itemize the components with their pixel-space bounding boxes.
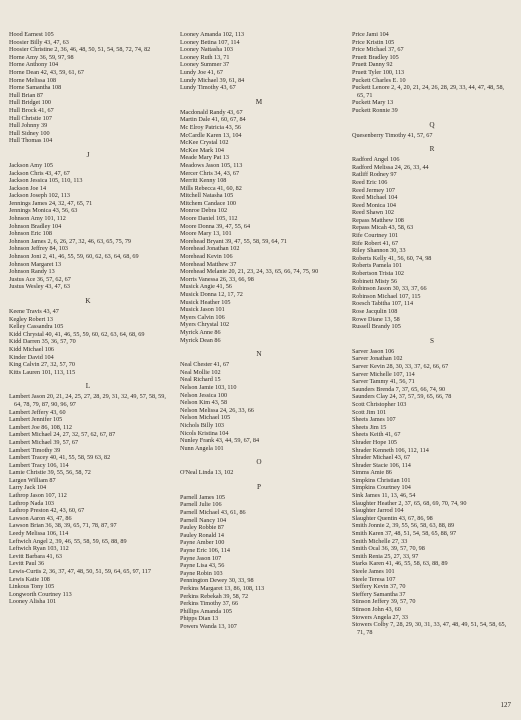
index-entry: Reed Eric 106: [352, 178, 388, 186]
index-entry: Lambert Timothy 39: [9, 446, 61, 454]
index-entry: Kidd Michael 106: [9, 345, 55, 353]
index-entry: Justus Ace 36, 57, 62, 67: [9, 275, 71, 283]
index-entry: Johnson Eric 108: [9, 230, 52, 238]
index-entry: Myrick Dean 86: [180, 336, 221, 344]
index-entry: Mitchem Candace 100: [180, 199, 237, 207]
index-entry: Price Jami 104: [352, 31, 389, 38]
index-entry: Myers Calvin 106: [180, 313, 225, 321]
index-entry: Price Michael 37, 67: [352, 46, 404, 54]
index-entry: Slaughter Heather 2, 37, 65, 68, 69, 70, 74, 90: [352, 499, 467, 507]
index-entry: Rose Jacqulin 108: [352, 308, 398, 315]
index-entry: Sarver Kevin 28, 30, 33, 37, 62, 66, 67: [352, 362, 449, 370]
section-letter-heading: O: [256, 458, 262, 467]
index-entry: Parnell Nancy 104: [180, 516, 227, 524]
index-entry: Lathrop Nada 103: [9, 499, 55, 507]
index-entry: Shrader Michael 43, 67: [352, 454, 411, 462]
section-letter-heading: L: [85, 382, 91, 391]
index-entry: Steffery Kevin 37, 70: [352, 583, 406, 591]
index-entry: Macdonald Randy 43, 67: [180, 108, 243, 116]
section-letter-heading: J: [86, 150, 90, 159]
index-entry: Reed Shawn 102: [352, 209, 394, 217]
section-letter-heading: S: [430, 336, 434, 345]
index-entry: Johnson Jeffrey 84, 103: [9, 245, 69, 253]
index-entry: Looney Amanda 102, 113: [180, 31, 245, 38]
index-entry: Perkins Rebekah 39, 58, 72: [180, 592, 249, 600]
index-entry: Price Kristin 105: [352, 38, 395, 46]
section-letter-heading: R: [429, 145, 435, 154]
index-entry: Payne Amber 100: [180, 539, 225, 547]
index-entry: Radford Melissa 24, 26, 33, 44: [352, 163, 429, 171]
index-entry: Kinder David 104: [9, 353, 54, 361]
index-entry: Hull Christie 107: [9, 114, 52, 122]
index-entry: Riley Shannon 30, 33: [352, 247, 406, 255]
index-entry: Horne Amy 36, 59, 97, 98: [9, 53, 74, 61]
index-entry: Mercer Chris 34, 43, 67: [180, 169, 240, 177]
index-entry: Musick Angie 41, 56: [180, 283, 232, 291]
index-entry: Jennings James 24, 32, 47, 65, 71: [9, 199, 93, 207]
index-entry: Jackson Chris 43, 47, 67: [9, 169, 70, 177]
index-entry: Hull Sidney 100: [9, 129, 50, 137]
index-entry: Perkins Margaret 13, 86, 108, 113: [180, 585, 265, 592]
index-entry: Neal Richard 15: [180, 376, 221, 384]
index-column-2: [180, 31, 338, 631]
index-entry: Phipps Dian 13: [180, 615, 219, 623]
index-entry: Moore Donna 39, 47, 55, 64: [180, 222, 251, 230]
index-entry: Merritt Kenny 108: [180, 177, 227, 185]
index-entry: Neal Mollie 102: [180, 368, 221, 376]
index-entry: Lambert Michael 39, 57, 67: [9, 438, 79, 446]
index-entry: Phillips Amanda 105: [180, 607, 232, 615]
index-entry: Keene Travis 43, 47: [9, 308, 59, 315]
index-entry: Lathrop Jason 107, 112: [9, 492, 67, 500]
index-entry: Steele James 101: [352, 568, 395, 575]
index-entry: Steele Teresa 107: [352, 575, 396, 583]
section-letter-heading: P: [257, 482, 261, 491]
index-entry: Sarver Jonathan 102: [352, 355, 403, 363]
index-entry: Looney Nattasha 103: [180, 46, 233, 54]
index-entry: Puckett Lenore 2, 4, 20, 21, 24, 26, 28, 29, 33, 44, 47, 48, 58, 65, 71: [352, 84, 505, 99]
index-entry: O'Neal Linda 13, 102: [180, 469, 234, 477]
index-entry: Sarver Michelle 107, 114: [352, 370, 415, 378]
index-entry: Morehead Jonathan 102: [180, 245, 240, 253]
index-entry: Moore Mary 13, 101: [180, 230, 232, 238]
index-entry: Sheets Keith 41, 67: [352, 431, 401, 439]
index-entry: Lambert Jason 20, 21, 24, 25, 27, 28, 29, 31, 32, 49, 57, 58, 59, 64, 78, 79, 87, 90, 96, 97: [9, 393, 166, 408]
index-entry: Lathrop Preston 42, 43, 60, 67: [9, 507, 85, 515]
index-entry: Horne Dean 42, 43, 59, 61, 67: [9, 68, 84, 76]
index-entry: Slaughter Quentin 43, 67, 86, 98: [352, 514, 433, 522]
index-entry: Nelson Michael 105: [180, 414, 231, 422]
index-entry: Scott Christopher 103: [352, 400, 407, 408]
index-entry: Reed Jermey 107: [352, 186, 395, 194]
index-entry: McCardle Karen 13, 104: [180, 131, 242, 139]
index-entry: Lambert Tracey 40, 41, 55, 58, 59 63, 82: [9, 454, 111, 462]
index-entry: Rife Courtney 101: [352, 232, 399, 240]
index-entry: Payne Jason 107: [180, 554, 222, 562]
index-entry: Repass Matthew 108: [352, 216, 404, 224]
index-entry: Johnson James 2, 6, 26, 27, 32, 46, 63, 65, 75, 79: [9, 237, 132, 245]
index-entry: Simpkins Christian 101: [352, 476, 411, 484]
index-entry: Mills Rebecca 41, 60, 82: [180, 184, 242, 192]
index-entry: Rife Robert 41, 67: [352, 239, 399, 247]
index-entry: Hull Bridget 100: [9, 99, 51, 107]
index-entry: Morehead Bryant 39, 47, 55, 58, 59, 64, 71: [180, 237, 287, 245]
index-entry: Sarver Tammy 41, 56, 71: [352, 378, 415, 386]
index-entry: Morehead Kevin 106: [180, 253, 233, 261]
index-entry: Jennings Monica 43, 56, 63: [9, 207, 78, 215]
index-entry: Johnson Randy 13: [9, 268, 55, 276]
index-entry: Pruett Danny 92: [352, 61, 393, 69]
index-entry: Martin Dale 41, 60, 67, 84: [180, 116, 246, 124]
index-entry: Lundy Joe 41, 67: [180, 68, 223, 76]
index-entry: Starks Karen 41, 46, 55, 58, 63, 88, 89: [352, 560, 448, 568]
index-entry: Shrader Kenneth 106, 112, 114: [352, 446, 429, 454]
index-entry: Saunders Brenda 7, 37, 65, 66, 74, 90: [352, 385, 446, 393]
index-entry: Stinson Jeffery 39, 57, 70: [352, 598, 416, 606]
index-column-3: [352, 31, 512, 636]
index-entry: Lewis-Curtis 2, 36, 37, 47, 48, 50, 51, 59, 64, 65, 97, 117: [9, 568, 151, 575]
index-entry: Lambert Michael 24, 27, 32, 57, 62, 67, 87: [9, 431, 116, 439]
index-entry: Hull Brian 87: [9, 91, 44, 99]
index-entry: Levitt Barbara 41, 63: [9, 552, 62, 560]
index-entry: Leftwich Ryan 103, 112: [9, 545, 69, 553]
index-entry: Larry Jack 104: [9, 484, 47, 492]
index-entry: Moore Daniel 105, 112: [180, 215, 238, 223]
index-entry: McKee Mark 104: [180, 146, 224, 154]
index-entry: Puckett Ronnie 39: [352, 106, 398, 114]
index-entry: Monroe Debra 102: [180, 207, 228, 215]
index-entry: Hull Brock 41, 67: [9, 106, 54, 114]
index-entry: Longworth Courtney 113: [9, 590, 72, 598]
index-entry: Lawson Aaron 43, 47, 86: [9, 514, 72, 522]
index-entry: Stinson John 43, 60: [352, 605, 401, 613]
index-entry: Horne Anthony 104: [9, 61, 59, 69]
index-entry: Lawson Brian 36, 38, 39, 65, 71, 78, 87, 97: [9, 522, 117, 530]
index-entry: Looney Alisha 101: [9, 598, 57, 606]
index-entry: Smith Michelle 27, 33: [352, 537, 408, 545]
index-entry: Puckett Mary 13: [352, 99, 394, 107]
index-entry: Meade Mary Pat 13: [180, 154, 229, 162]
index-entry: Pauley Ronald 14: [180, 531, 224, 539]
index-entry: Looney Betina 107, 114: [180, 38, 240, 46]
index-entry: Payne Lisa 43, 56: [180, 562, 225, 570]
index-entry: Sink James 11, 13, 46, 54: [352, 492, 416, 500]
index-entry: Johnson Joni 2, 41, 46, 55, 59, 60, 62, 63, 64, 68, 69: [9, 253, 139, 261]
index-entry: Smith Karen 37, 48, 51, 54, 58, 65, 88, 97: [352, 530, 457, 538]
index-entry: Saunders Clay 24, 37, 57, 59, 65, 66, 78: [352, 393, 452, 401]
index-entry: Scott Jim 101: [352, 408, 387, 416]
index-column-1: [9, 31, 167, 606]
index-entry: Jackson Joe 14: [9, 184, 47, 192]
index-entry: Hull Johnny 39: [9, 122, 48, 130]
index-entry: Johnson Amy 101, 112: [9, 215, 66, 223]
index-entry: Jackson Amy 105: [9, 161, 53, 169]
index-entry: Kidd Chrystal 40, 41, 46, 55, 59, 60, 62, 63, 64, 68, 69: [9, 330, 145, 338]
section-letter-heading: Q: [429, 120, 435, 129]
index-entry: Lamie Christie 39, 55, 56, 58, 72: [9, 469, 91, 477]
index-entry: Kelley Cassandra 105: [9, 323, 64, 331]
index-entry: Rowe Diane 13, 58: [352, 315, 400, 323]
index-entry: Nelson Melissa 24, 26, 33, 66: [180, 406, 254, 414]
index-entry: Lambert Tracy 106, 114: [9, 461, 69, 469]
index-entry: Repass Micah 43, 58, 63: [352, 224, 414, 232]
index-entry: Musick Jason 101: [180, 306, 225, 314]
index-entry: Robertson Trista 102: [352, 270, 404, 278]
index-entry: Hood Earnest 105: [9, 31, 54, 38]
index-entry: Looney Ruth 13, 71: [180, 53, 230, 61]
index-entry: Perkins Timothy 37, 66: [180, 600, 239, 608]
index-entry: Leedy Melissa 106, 114: [9, 530, 69, 538]
index-entry: Nicols Kristina 104: [180, 429, 229, 437]
index-entry: Hull Thomas 104: [9, 137, 53, 145]
index-entry: Stowers Colby 7, 28, 29, 30, 31, 33, 47, 48, 49, 51, 54, 58, 65, 71, 78: [352, 621, 507, 636]
section-letter-heading: K: [85, 297, 91, 305]
index-entry: Musick Heather 105: [180, 298, 231, 306]
index-entry: McKee Crystal 102: [180, 139, 229, 147]
index-entry: Roesch Tabitha 107, 114: [352, 300, 414, 308]
index-entry: Linkous Tony 105: [9, 583, 55, 591]
index-entry: Lambert Jeffery 43, 60: [9, 408, 66, 416]
index-entry: Pennington Dewey 30, 33, 98: [180, 577, 254, 585]
index-entry: Horne Melissa 108: [9, 76, 57, 84]
index-entry: Smith Ocal 36, 39, 57, 70, 98: [352, 545, 425, 553]
index-entry: Nichols Billy 103: [180, 421, 225, 429]
index-entry: Pruett Bradley 105: [352, 53, 399, 61]
index-entry: Roberts Pamela 101: [352, 262, 402, 270]
index-entry: Parnell Julie 106: [180, 501, 222, 509]
index-entry: Lundy Michael 39, 61, 84: [180, 76, 245, 84]
index-entry: Justus Wesley 43, 47, 63: [9, 283, 70, 291]
index-entry: Parnell Michael 43, 61, 86: [180, 509, 246, 517]
index-entry: Nelson Kim 43, 58: [180, 399, 228, 407]
index-entry: Stowers Angela 27, 33: [352, 613, 409, 621]
index-entry: Neal Chester 41, 67: [180, 361, 230, 369]
index-entry: Mitchell Natasha 105: [180, 192, 234, 200]
index-entry: Radford Angel 106: [352, 156, 400, 164]
index-entry: Sheets Jim 15: [352, 423, 387, 431]
index-entry: Jackson Joseph 102, 113: [9, 192, 70, 200]
index-entry: Nunn Angela 101: [180, 444, 224, 452]
index-entry: King Calvin 27, 32, 57, 70: [9, 361, 75, 369]
index-entry: Smith Renia 25, 27, 33, 97: [352, 552, 419, 560]
index-entry: Horne Samantha 108: [9, 84, 62, 92]
index-entry: Powers Wanda 13, 107: [180, 622, 237, 630]
index-entry: Largen William 87: [9, 476, 56, 484]
index-entry: Payne Eric 106, 114: [180, 547, 230, 555]
index-entry: Kitts Lauren 101, 113, 115: [9, 368, 76, 376]
index-entry: Morehead Melanie 20, 21, 23, 24, 33, 65, 66, 74, 75, 90: [180, 268, 319, 276]
index-entry: Kegley Robert 13: [9, 315, 53, 323]
index-entry: Roberts Kelly 41, 56, 60, 74, 98: [352, 254, 432, 262]
index-entry: Pruett Tyler 100, 113: [352, 68, 405, 76]
index-entry: Lewis Katie 108: [9, 575, 50, 583]
section-letter-heading: N: [256, 350, 262, 359]
index-entry: Myers Chrystal 102: [180, 321, 230, 329]
index-entry: Johnson Margaret 13: [9, 260, 62, 268]
index-entry: Simms Amie 86: [352, 469, 392, 477]
index-entry: Kidd Darren 35, 36, 57, 70: [9, 338, 76, 346]
index-entry: Johnson Bradley 104: [9, 222, 62, 230]
index-entry: Robinson Jason 30, 33, 37, 66: [352, 285, 427, 293]
index-entry: Myrick Anne 86: [180, 328, 221, 336]
index-entry: Slaughter Jarrod 104: [352, 507, 404, 515]
index-entry: Morehead Matthew 37: [180, 260, 237, 268]
index-entry: Jackson Jessica 105, 110, 113: [9, 177, 83, 185]
page-number: 127: [500, 701, 511, 709]
index-entry: Looney Summer 37: [180, 61, 230, 69]
index-entry: Robinett Misty 56: [352, 277, 398, 285]
index-entry: Lambert Jennifer 105: [9, 416, 63, 424]
section-letter-heading: M: [255, 97, 263, 106]
index-entry: Ratliff Rodney 97: [352, 171, 397, 179]
index-entry: Sheets James 107: [352, 416, 396, 424]
index-entry: Reed Monica 104: [352, 201, 396, 209]
index-entry: Shrader Hope 105: [352, 438, 398, 446]
index-entry: Lambert Joe 86, 108, 112: [9, 423, 73, 431]
index-entry: Leftwich Angel 2, 39, 46, 55, 58, 59, 65, 88, 89: [9, 537, 127, 545]
index-entry: Robinson Michael 107, 115: [352, 292, 421, 300]
index-entry: Quesenberry Timothy 41, 57, 67: [352, 131, 433, 139]
index-entry: Smith Jonnie 2, 39, 55, 56, 58, 63, 88, 89: [352, 522, 455, 530]
index-entry: Sarver Jason 106: [352, 347, 395, 355]
index-entry: Hoosier Christine 2, 36, 46, 48, 50, 51, 54, 58, 72, 74, 82: [9, 46, 151, 54]
index-entry: Hoosier Billy 43, 47, 63: [9, 38, 69, 46]
index-entry: Payne Robin 103: [180, 569, 223, 577]
index-entry: Mc Elroy Patricia 43, 56: [180, 123, 242, 131]
index-entry: Morris Vanessa 26, 33, 66, 98: [180, 275, 254, 283]
index-entry: Musick Donna 12, 17, 72: [180, 291, 243, 298]
index-entry: Simpkins Courtney 104: [352, 484, 411, 492]
index-entry: Levitt Paul 36: [9, 560, 45, 568]
index-entry: Nunley Frank 43, 44, 59, 67, 84: [180, 437, 260, 445]
index-entry: Parnell James 105: [180, 493, 226, 501]
index-entry: Russell Brandy 105: [352, 323, 401, 331]
index-entry: Puckett Charles E. 10: [352, 76, 406, 84]
index-entry: Nelson Jamie 103, 110: [180, 383, 237, 391]
index-entry: Steffery Samantha 37: [352, 590, 406, 598]
index-entry: Lundy Timothy 43, 67: [180, 84, 236, 92]
index-entry: Meadows Jason 105, 113: [180, 161, 243, 169]
index-entry: Reed Michael 104: [352, 194, 398, 202]
index-entry: Shrader Stacie 106, 114: [352, 461, 411, 469]
index-entry: Pauley Robbie 87: [180, 524, 224, 532]
index-entry: Nelson Jessica 100: [180, 391, 228, 399]
